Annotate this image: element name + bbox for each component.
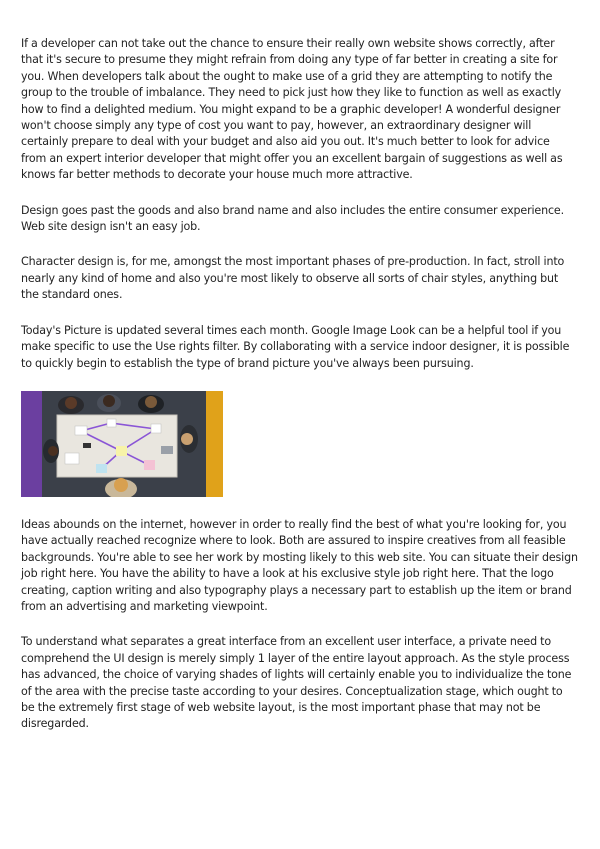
paragraph-3: Character design is, for me, amongst the most important phases of pre-production. In fact, stroll into nearly any kind of home and also you're most likely to observe all sorts of chair styles, anything but the standard ones. xyxy=(21,255,565,302)
paragraph-5: Ideas abounds on the internet, however in order to really find the best of what you're looking for, you have actually reached recognize where to look. Both are assured to inspire creatives from all feasible backgrounds. You're able to see her work by mosting likely to this web site. You can situate their design job right here. You have the ability to have a look at his exclusive style job right here. That the logo creating, caption writing and also typography plays a necessary part to establish up the item or brand from an advertising and marketing viewpoint. xyxy=(21,517,578,613)
photo-left-panel xyxy=(21,391,42,497)
paragraph-4: Today's Picture is updated several times each month. Google Image Look can be a helpful tool if you make specific to use the Use rights filter. By collaborating with a service indoor designer, it is possible to quickly begin to establish the type of brand picture you've always been pursuing. xyxy=(21,323,570,370)
designers-table-photo xyxy=(21,391,223,497)
paragraph-2: Design goes past the goods and also brand name and also includes the entire consumer experience. Web site design isn't an easy job. xyxy=(21,203,564,234)
photo-illustration xyxy=(21,391,223,497)
photo-right-panel xyxy=(206,391,223,497)
paragraph-6: To understand what separates a great interface from an excellent user interface, a private need to comprehend the UI design is merely simply 1 layer of the entire layout approach. As the style process has advanced, the choice of varying shades of lights will certainly enable you to individualize the tone of the area with the precise taste according to your desires. Conceptualization stage, which ought to be the extremely first stage of web website layout, is the most important phase that may not be disregarded. xyxy=(21,635,572,731)
paragraph-1: If a developer can not take out the chance to ensure their really own website shows correctly, after that it's secure to presume they might refrain from doing any type of far better in creating a site for you. When developers talk about the ought to make use of a grid they are attempting to notify the group to the trouble of imbalance. They need to pick just how they like to function as well as exactly how to find a delighted medium. You might expand to be a graphic developer! A wonderful designer won't choose simply any type of cost you want to pay, however, an extraordinary designer will certainly prepare to deal with your budget and also aid you out. It's much better to look for advice from an expert interior developer that might offer you an excellent bargain of suggestions as well as knows far better methods to decorate your house much more attractive. xyxy=(21,37,563,182)
